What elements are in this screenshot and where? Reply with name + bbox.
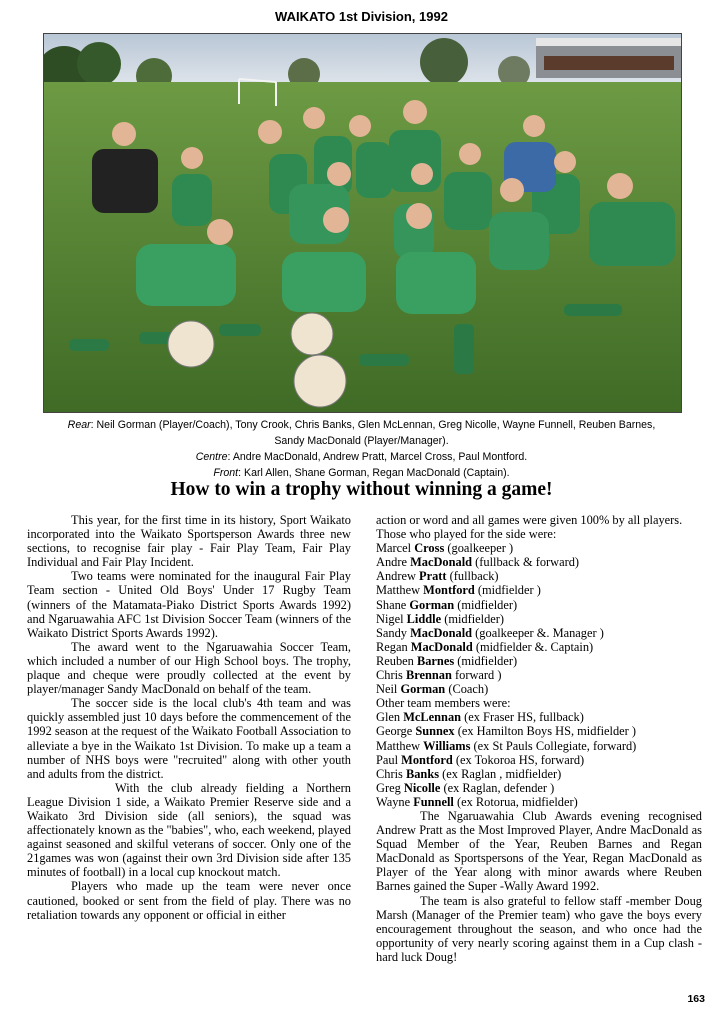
- article-paragraph: Two teams were nominated for the inaugural Fair Play Team section - United Old Boys' Under 17 Rugby Team (winners of the Matamata-Piako District Sports Awards 1992) and Ngaruawahia AFC 1st Division Soccer Team (winners of the Waikato District Sports Awards 1992).: [27, 569, 351, 640]
- player-last-name: Brennan: [405, 668, 452, 683]
- player-row: [376, 710, 702, 724]
- player-row: [376, 795, 702, 809]
- player-first-name: Greg: [376, 780, 401, 795]
- player-role: (ex Hamilton Boys HS, midfielder ): [457, 724, 636, 739]
- players-heading: Those who played for the side were:: [376, 527, 557, 542]
- player-last-name: Sunnex: [415, 724, 455, 739]
- player-row: [376, 598, 702, 612]
- player-row: [376, 767, 702, 781]
- player-first-name: Wayne: [376, 794, 411, 809]
- page-title: WAIKATO 1st Division, 1992: [275, 9, 448, 24]
- player-row: [376, 640, 702, 654]
- article-paragraph: The soccer side is the local club's 4th team and was quickly assembled just 10 days before the commencement of the 1992 season at the request of the Waikato Football Association to alleviate a bye in the Waikato 1st Division. To make up a team a number of NHS boys were "recruited" along with other youth and adults from the district.: [27, 696, 351, 781]
- player-last-name: Banks: [405, 766, 440, 781]
- player-role: (ex Fraser HS, fullback): [464, 710, 584, 725]
- player-last-name: Montford: [401, 752, 453, 767]
- player-first-name: Nigel: [376, 611, 404, 626]
- player-role: (midfielder): [457, 653, 518, 668]
- player-first-name: Shane: [376, 597, 407, 612]
- caption-centre-label: Centre: [195, 451, 228, 463]
- player-last-name: Barnes: [416, 653, 455, 668]
- player-last-name: Montford: [423, 583, 475, 598]
- page-number: 163: [687, 993, 705, 1005]
- player-role: (midfielder): [444, 611, 505, 626]
- other-members-heading: Other team members were:: [376, 696, 511, 711]
- player-row: [376, 781, 702, 795]
- player-role: (ex Raglan, defender ): [443, 780, 555, 795]
- player-last-name: Cross: [414, 541, 445, 556]
- player-row: [376, 739, 702, 753]
- article-paragraph: The award went to the Ngaruawahia Soccer Team, which included a number of our High School boys. The trophy, plaque and cheque were proudly collected at the event by player/manager Sandy MacDonald on behalf of the team.: [27, 639, 351, 697]
- article-paragraph: The Ngaruawahia Club Awards evening recognised Andrew Pratt as the Most Improved Player, Andre MacDonald as Squad Member of the Year, Reuben Barnes and Regan MacDonald as Sportspersons of the Year, Regan MacDonald as Player of the Year along with minor awards where Reuben Barnes gained the Super -Wally Award 1992.: [376, 808, 702, 894]
- article-left-column: [27, 513, 351, 922]
- caption-rear-line-2: Sandy MacDonald (Player/Manager).: [274, 435, 449, 447]
- player-row: [376, 668, 702, 682]
- article-paragraph: Players who made up the team were never once cautioned, booked or sent from the field of play. There was no retaliation towards any opponent or official in either: [27, 879, 351, 922]
- player-row: [376, 569, 702, 583]
- player-row: [376, 753, 702, 767]
- player-row: [376, 724, 702, 738]
- player-last-name: Gorman: [400, 682, 446, 697]
- article-paragraph: This year, for the first time in its history, Sport Waikato incorporated into the Waikato Sportsperson Awards three new sections, to recognise fair play - Fair Play Team, Fair Play Individual and Fair Play Incident.: [27, 513, 351, 570]
- player-first-name: Sandy: [376, 625, 407, 640]
- player-first-name: Regan: [376, 639, 408, 654]
- player-last-name: Funnell: [413, 794, 454, 809]
- player-last-name: Nicolle: [403, 780, 441, 795]
- player-role: (ex St Pauls Collegiate, forward): [473, 738, 637, 753]
- player-first-name: Matthew: [376, 738, 421, 753]
- player-role: (fullback): [449, 569, 499, 584]
- player-last-name: Pratt: [419, 569, 447, 584]
- player-role: (goalkeeper &. Manager ): [475, 625, 604, 640]
- article-headline: How to win a trophy without winning a game!: [170, 479, 553, 500]
- player-first-name: George: [376, 724, 413, 739]
- caption-centre-text: : Andre MacDonald, Andrew Pratt, Marcel Cross, Paul Montford.: [227, 451, 528, 463]
- player-role: (fullback & forward): [475, 555, 580, 570]
- article-right-column: [376, 513, 702, 964]
- player-last-name: Gorman: [409, 597, 455, 612]
- player-role: (ex Raglan , midfielder): [442, 766, 562, 781]
- player-last-name: MacDonald: [410, 625, 473, 640]
- article-paragraph: With the club already fielding a Northern League Division 1 side, a Waikato Premier Reserve side and a Waikato 3rd Division side (all seniors), the squad was affectionately known as the "babies", who, each weekend, played against seasoned and skilful veterans of soccer. Only one of the 21games was won (against their own 3rd Division side after 135 minutes of football) in a local cup knockout match.: [27, 780, 352, 880]
- players-list: [376, 541, 702, 696]
- player-role: (midfielder &. Captain): [475, 639, 594, 654]
- player-row: [376, 541, 702, 555]
- player-last-name: Liddle: [406, 611, 442, 626]
- player-first-name: Marcel: [376, 541, 412, 556]
- player-row: [376, 654, 702, 668]
- player-role: (Coach): [448, 682, 489, 697]
- player-first-name: Reuben: [376, 653, 414, 668]
- player-row: [376, 612, 702, 626]
- caption-rear-line: [48, 417, 675, 433]
- clubhouse: [536, 38, 681, 78]
- caption-front-text: : Karl Allen, Shane Gorman, Regan MacDonald (Captain).: [238, 467, 510, 479]
- player-first-name: Paul: [376, 752, 399, 767]
- player-first-name: Andre: [376, 555, 407, 570]
- caption-front-label: Front: [213, 467, 239, 479]
- player-first-name: Neil: [376, 682, 398, 697]
- player-row: [376, 555, 702, 569]
- player-role: (midfielder): [457, 597, 518, 612]
- player-row: [376, 626, 702, 640]
- caption-rear-label: Rear: [67, 419, 91, 431]
- photo-caption: [48, 417, 675, 481]
- article-paragraph: The team is also grateful to fellow staff -member Doug Marsh (Manager of the Premier team) who gave the boys every encouragement throughout the season, and who once had the opportunity of very nearly scoring against them in a Cup clash - hard luck Doug!: [376, 893, 702, 964]
- player-role: forward ): [455, 668, 502, 683]
- caption-centre-line: [48, 449, 675, 465]
- player-first-name: Andrew: [376, 569, 416, 584]
- player-row: [376, 583, 702, 597]
- player-last-name: MacDonald: [410, 555, 473, 570]
- player-role: (goalkeeper ): [447, 541, 514, 556]
- team-photo: [43, 33, 682, 413]
- player-role: (ex Tokoroa HS, forward): [455, 752, 585, 767]
- player-role: (midfielder ): [477, 583, 541, 598]
- player-first-name: Glen: [376, 710, 401, 725]
- player-row: [376, 682, 702, 696]
- player-first-name: Matthew: [376, 583, 421, 598]
- article-paragraph: action or word and all games were given 100% by all players.: [376, 513, 683, 527]
- team-photo-illustration: [44, 34, 681, 412]
- caption-rear-text: : Neil Gorman (Player/Coach), Tony Crook, Chris Banks, Glen McLennan, Greg Nicolle, Wayne Funnell, Reuben Barnes,: [90, 419, 656, 431]
- player-last-name: MacDonald: [410, 639, 473, 654]
- player-role: (ex Rotorua, midfielder): [456, 794, 578, 809]
- other-members-list: [376, 710, 702, 809]
- player-last-name: Williams: [423, 738, 471, 753]
- player-first-name: Chris: [376, 766, 403, 781]
- player-first-name: Chris: [376, 668, 403, 683]
- player-last-name: McLennan: [403, 710, 462, 725]
